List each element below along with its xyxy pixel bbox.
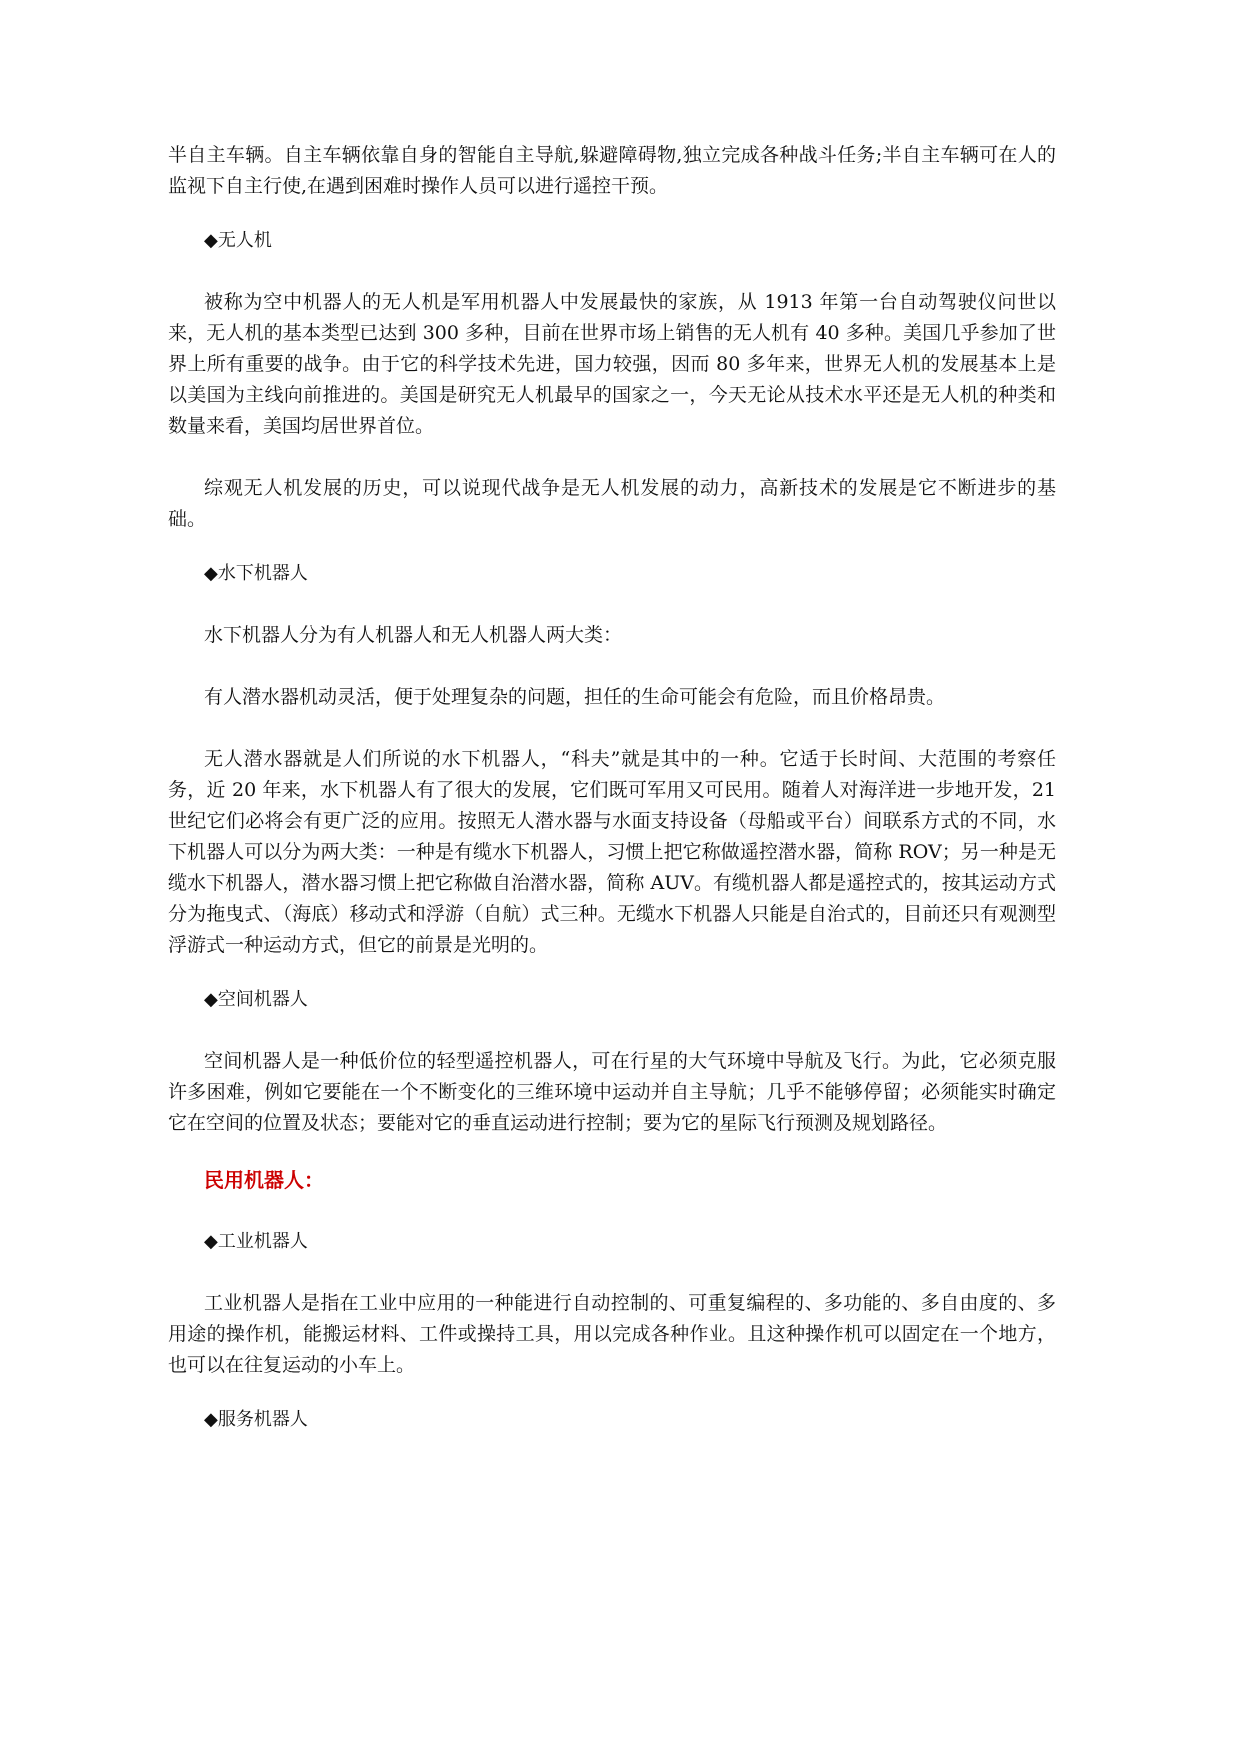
heading-industrial-robot: ◆工业机器人 xyxy=(204,1231,308,1252)
heading-uav: ◆无人机 xyxy=(204,230,272,251)
paragraph-space-robot: 空间机器人是一种低价位的轻型遥控机器人，可在行星的大气环境中导航及飞行。为此，它必须克服许多困难，例如它要能在一个不断变化的三维环境中运动并自主导航；几乎不能够停留；必须能实时确定它在空间的位置及状态；要能对它的垂直运动进行控制；要为它的星际飞行预测及规划路径。 xyxy=(168,1050,1056,1134)
document-page xyxy=(168,140,1056,1466)
paragraph-uav-summary: 综观无人机发展的历史，可以说现代战争是无人机发展的动力，高新技术的发展是它不断进步的基础。 xyxy=(168,477,1056,530)
section-title-civil-robots: 民用机器人： xyxy=(204,1168,324,1192)
heading-space-robot: ◆空间机器人 xyxy=(204,989,308,1010)
heading-underwater-robot: ◆水下机器人 xyxy=(204,563,308,584)
paragraph-underwater-types: 水下机器人分为有人机器人和无人机器人两大类： xyxy=(204,624,623,646)
paragraph-semi-autonomous-vehicles: 半自主车辆。自主车辆依靠自身的智能自主导航,躲避障碍物,独立完成各种战斗任务;半自主车辆可在人的监视下自主行使,在遇到困难时操作人员可以进行遥控干预。 xyxy=(168,144,1056,197)
paragraph-industrial-robot: 工业机器人是指在工业中应用的一种能进行自动控制的、可重复编程的、多功能的、多自由度的、多用途的操作机，能搬运材料、工件或操持工具，用以完成各种作业。且这种操作机可以固定在一个地方，也可以在往复运动的小车上。 xyxy=(168,1292,1056,1376)
paragraph-uav-history: 被称为空中机器人的无人机是军用机器人中发展最快的家族，从 1913 年第一台自动驾驶仪问世以来，无人机的基本类型已达到 300 多种，目前在世界市场上销售的无人机有 40 多种。美国几乎参加了世界上所有重要的战争。由于它的科学技术先进，国力较强，因而 80 多年来，世界无人机的发展基本上是以美国为主线向前推进的。美国是研究无人机最早的国家之一，今天无论从技术水平还是无人机的种类和数量来看，美国均居世界首位。 xyxy=(168,291,1056,437)
heading-service-robot: ◆服务机器人 xyxy=(204,1409,308,1430)
paragraph-manned-submersible: 有人潜水器机动灵活，便于处理复杂的问题，担任的生命可能会有危险，而且价格昂贵。 xyxy=(204,686,946,708)
paragraph-unmanned-submersible: 无人潜水器就是人们所说的水下机器人，“科夫”就是其中的一种。它适于长时间、大范围的考察任务，近 20 年来，水下机器人有了很大的发展，它们既可军用又可民用。随着人对海洋进一步地开发，21 世纪它们必将会有更广泛的应用。按照无人潜水器与水面支持设备（母船或平台）间联系方式的不同，水下机器人可以分为两大类：一种是有缆水下机器人，习惯上把它称做遥控潜水器，简称 ROV；另一种是无缆水下机器人，潜水器习惯上把它称做自治潜水器，简称 AUV。有缆机器人都是遥控式的，按其运动方式分为拖曳式、（海底）移动式和浮游（自航）式三种。无缆水下机器人只能是自治式的，目前还只有观测型浮游式一种运动方式，但它的前景是光明的。 xyxy=(168,748,1056,956)
